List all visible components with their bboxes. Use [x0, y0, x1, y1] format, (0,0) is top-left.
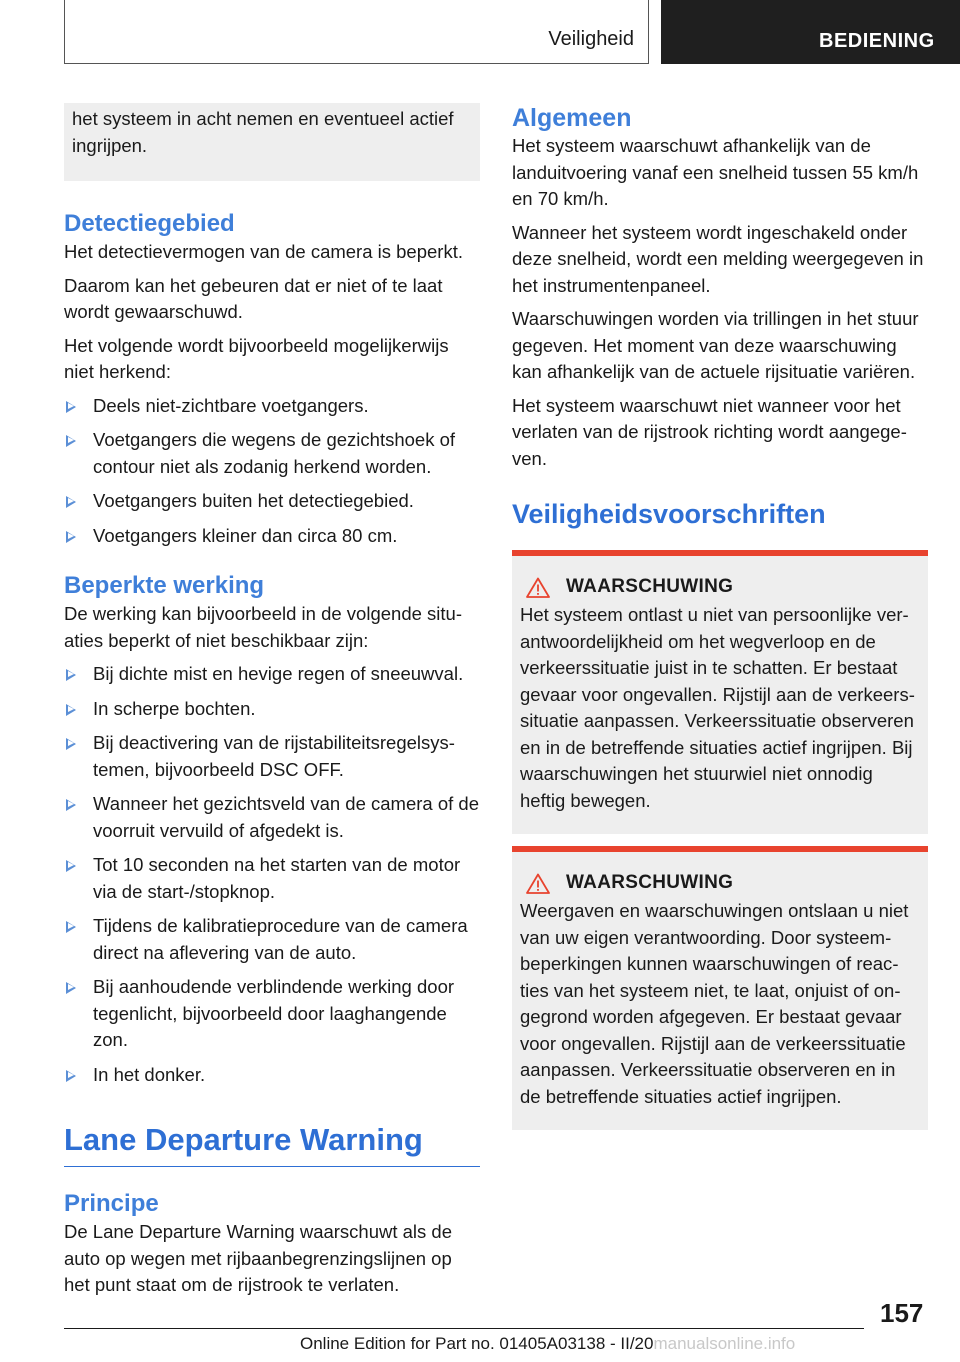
list-item	[64, 696, 480, 723]
list-item	[64, 730, 480, 783]
heading-rule	[64, 1166, 480, 1167]
bullet-triangle-icon	[66, 982, 76, 994]
list-item-text: In scherpe bochten.	[93, 697, 256, 719]
bullet-triangle-icon	[66, 496, 76, 508]
list-item-text: Voetgangers die wegens de gezichtshoek of contour niet als zodanig herkend worden.	[93, 429, 456, 477]
bullet-triangle-icon	[66, 704, 76, 716]
list-item	[64, 427, 480, 480]
edition-text: Online Edition for Part no. 01405A03138 - II/20	[300, 1334, 654, 1353]
list-item-text: Bij dichte mist en hevige regen of sneeuwval.	[93, 663, 464, 684]
bullet-triangle-icon	[66, 738, 76, 750]
warning-triangle-icon	[526, 873, 550, 894]
bullet-triangle-icon	[66, 799, 76, 811]
general-p3: Waarschuwingen worden via trillingen in het stuur gegeven. Het moment van deze waarschuwing kan afhankelijk van de actuele rijsituatie variëren.	[512, 308, 919, 382]
list-item-text: In het donker.	[93, 1063, 206, 1085]
footer-edition	[300, 1334, 795, 1354]
limited-heading: Beperkte werking	[64, 572, 265, 599]
limited-list	[64, 661, 480, 1088]
list-item-text: Deels niet-zichtbare voetgangers.	[93, 394, 369, 416]
general-p2: Wanneer het systeem wordt ingeschakeld onder deze snelheid, wordt een melding weergegeven in het instrumentenpaneel.	[512, 221, 924, 296]
list-item-text: Tijdens de kalibratieprocedure van de camera direct na aflevering van de auto.	[93, 915, 468, 963]
bullet-triangle-icon	[66, 669, 76, 681]
safety-heading: Veiligheidsvoorschriften	[512, 499, 826, 529]
list-item	[64, 661, 480, 688]
list-item	[64, 488, 480, 515]
list-item-text: Voetgangers kleiner dan circa 80 cm.	[93, 524, 398, 546]
general-p1: Het systeem waarschuwt afhankelijk van de landuitvoering vanaf een snelheid tussen 55 km/h en 70 km/h.	[512, 135, 919, 209]
warning-box	[512, 846, 928, 1130]
warning-triangle-icon	[526, 577, 550, 598]
ldw-heading: Lane Departure Warning	[64, 1122, 423, 1157]
principle-text: De Lane Departure Warning waarschuwt als de auto op wegen met rijbaanbegrenzingslijnen op het punt staat om de rijstrook te verlaten.	[64, 1221, 453, 1295]
watermark-text: manualsonline.info	[653, 1334, 796, 1353]
section-title: Veiligheid	[548, 28, 634, 50]
detection-p3: Het volgende wordt bijvoorbeeld mogelijkerwijs niet herkend:	[64, 334, 449, 382]
bullet-triangle-icon	[66, 1070, 76, 1082]
chapter-tab: BEDIENING	[661, 0, 960, 64]
detection-list	[64, 393, 480, 550]
list-item	[64, 523, 480, 550]
page-header	[0, 0, 960, 66]
principle-heading: Principe	[64, 1190, 159, 1217]
warning-text: Het systeem ontlast u niet van persoonlijke verantwoordelijkheid om het wegverloop en de verkeerssituatie juist in te schatten. Er bestaat gevaar voor ongevallen. Rijstijl aan de verkeerssituatie aanpassen. Verkeerssituatie observeren en in de betreffende situaties actief ingrijpen. Bij waarschuwingen het stuurwiel niet onnodig heftig bewegen.	[520, 604, 915, 811]
warning-text: Weergaven en waarschuwingen ontslaan u niet van uw eigen verantwoording. Door systeembeperkingen kunnen waarschuwingen of reacties van het systeem niet, te laat, onjuist of ongegrond worden afgegeven. Er bestaat gevaar voor ongevallen. Rijstijl aan de verkeerssituatie aanpassen. Verkeerssituatie observeren en in de betreffende situaties actief ingrijpen.	[520, 900, 909, 1107]
warning-box	[512, 550, 928, 834]
header-divider	[648, 0, 649, 64]
list-item-text: Wanneer het gezichtsveld van de camera of de voorruit vervuild of afgedekt is.	[93, 793, 479, 841]
limited-p1: De werking kan bijvoorbeeld in de volgende situaties beperkt of niet beschikbaar zijn:	[64, 603, 462, 651]
detection-p1: Het detectievermogen van de camera is beperkt.	[64, 241, 463, 262]
page-number: 157	[880, 1298, 924, 1328]
bullet-triangle-icon	[66, 401, 76, 413]
list-item	[64, 974, 480, 1054]
warning-label: WAARSCHUWING	[566, 576, 734, 597]
list-item	[64, 1062, 480, 1089]
intro-note-box	[64, 103, 480, 181]
right-column	[512, 103, 928, 1130]
list-item	[64, 393, 480, 420]
list-item-text: Bij deactivering van de rijstabiliteitsregelsystemen, bijvoorbeeld DSC OFF.	[93, 732, 455, 780]
list-item-text: Bij aanhoudende verblindende werking door tegenlicht, bijvoorbeeld door laaghangende zon.	[93, 976, 455, 1050]
warning-label: WAARSCHUWING	[566, 872, 734, 893]
bullet-triangle-icon	[66, 435, 76, 447]
general-heading: Algemeen	[512, 104, 632, 132]
warning-header	[520, 872, 920, 894]
bullet-triangle-icon	[66, 860, 76, 872]
general-p4: Het systeem waarschuwt niet wanneer voor het verlaten van de rijstrook richting wordt aangegeven.	[512, 394, 907, 469]
detection-p2: Daarom kan het gebeuren dat er niet of te laat wordt gewaarschuwd.	[64, 274, 443, 322]
bullet-triangle-icon	[66, 921, 76, 933]
warning-header	[520, 576, 920, 598]
list-item	[64, 791, 480, 844]
detection-heading: Detectiegebied	[64, 210, 235, 237]
intro-note-text: het systeem in acht nemen en eventueel actief ingrijpen.	[72, 108, 454, 156]
list-item-text: Tot 10 seconden na het starten van de motor via de start-/stopknop.	[93, 854, 461, 902]
list-item	[64, 852, 480, 905]
footer-rule	[64, 1328, 864, 1329]
list-item-text: Voetgangers buiten het detectiegebied.	[93, 490, 414, 511]
list-item	[64, 913, 480, 966]
left-column	[64, 103, 480, 1299]
bullet-triangle-icon	[66, 531, 76, 543]
